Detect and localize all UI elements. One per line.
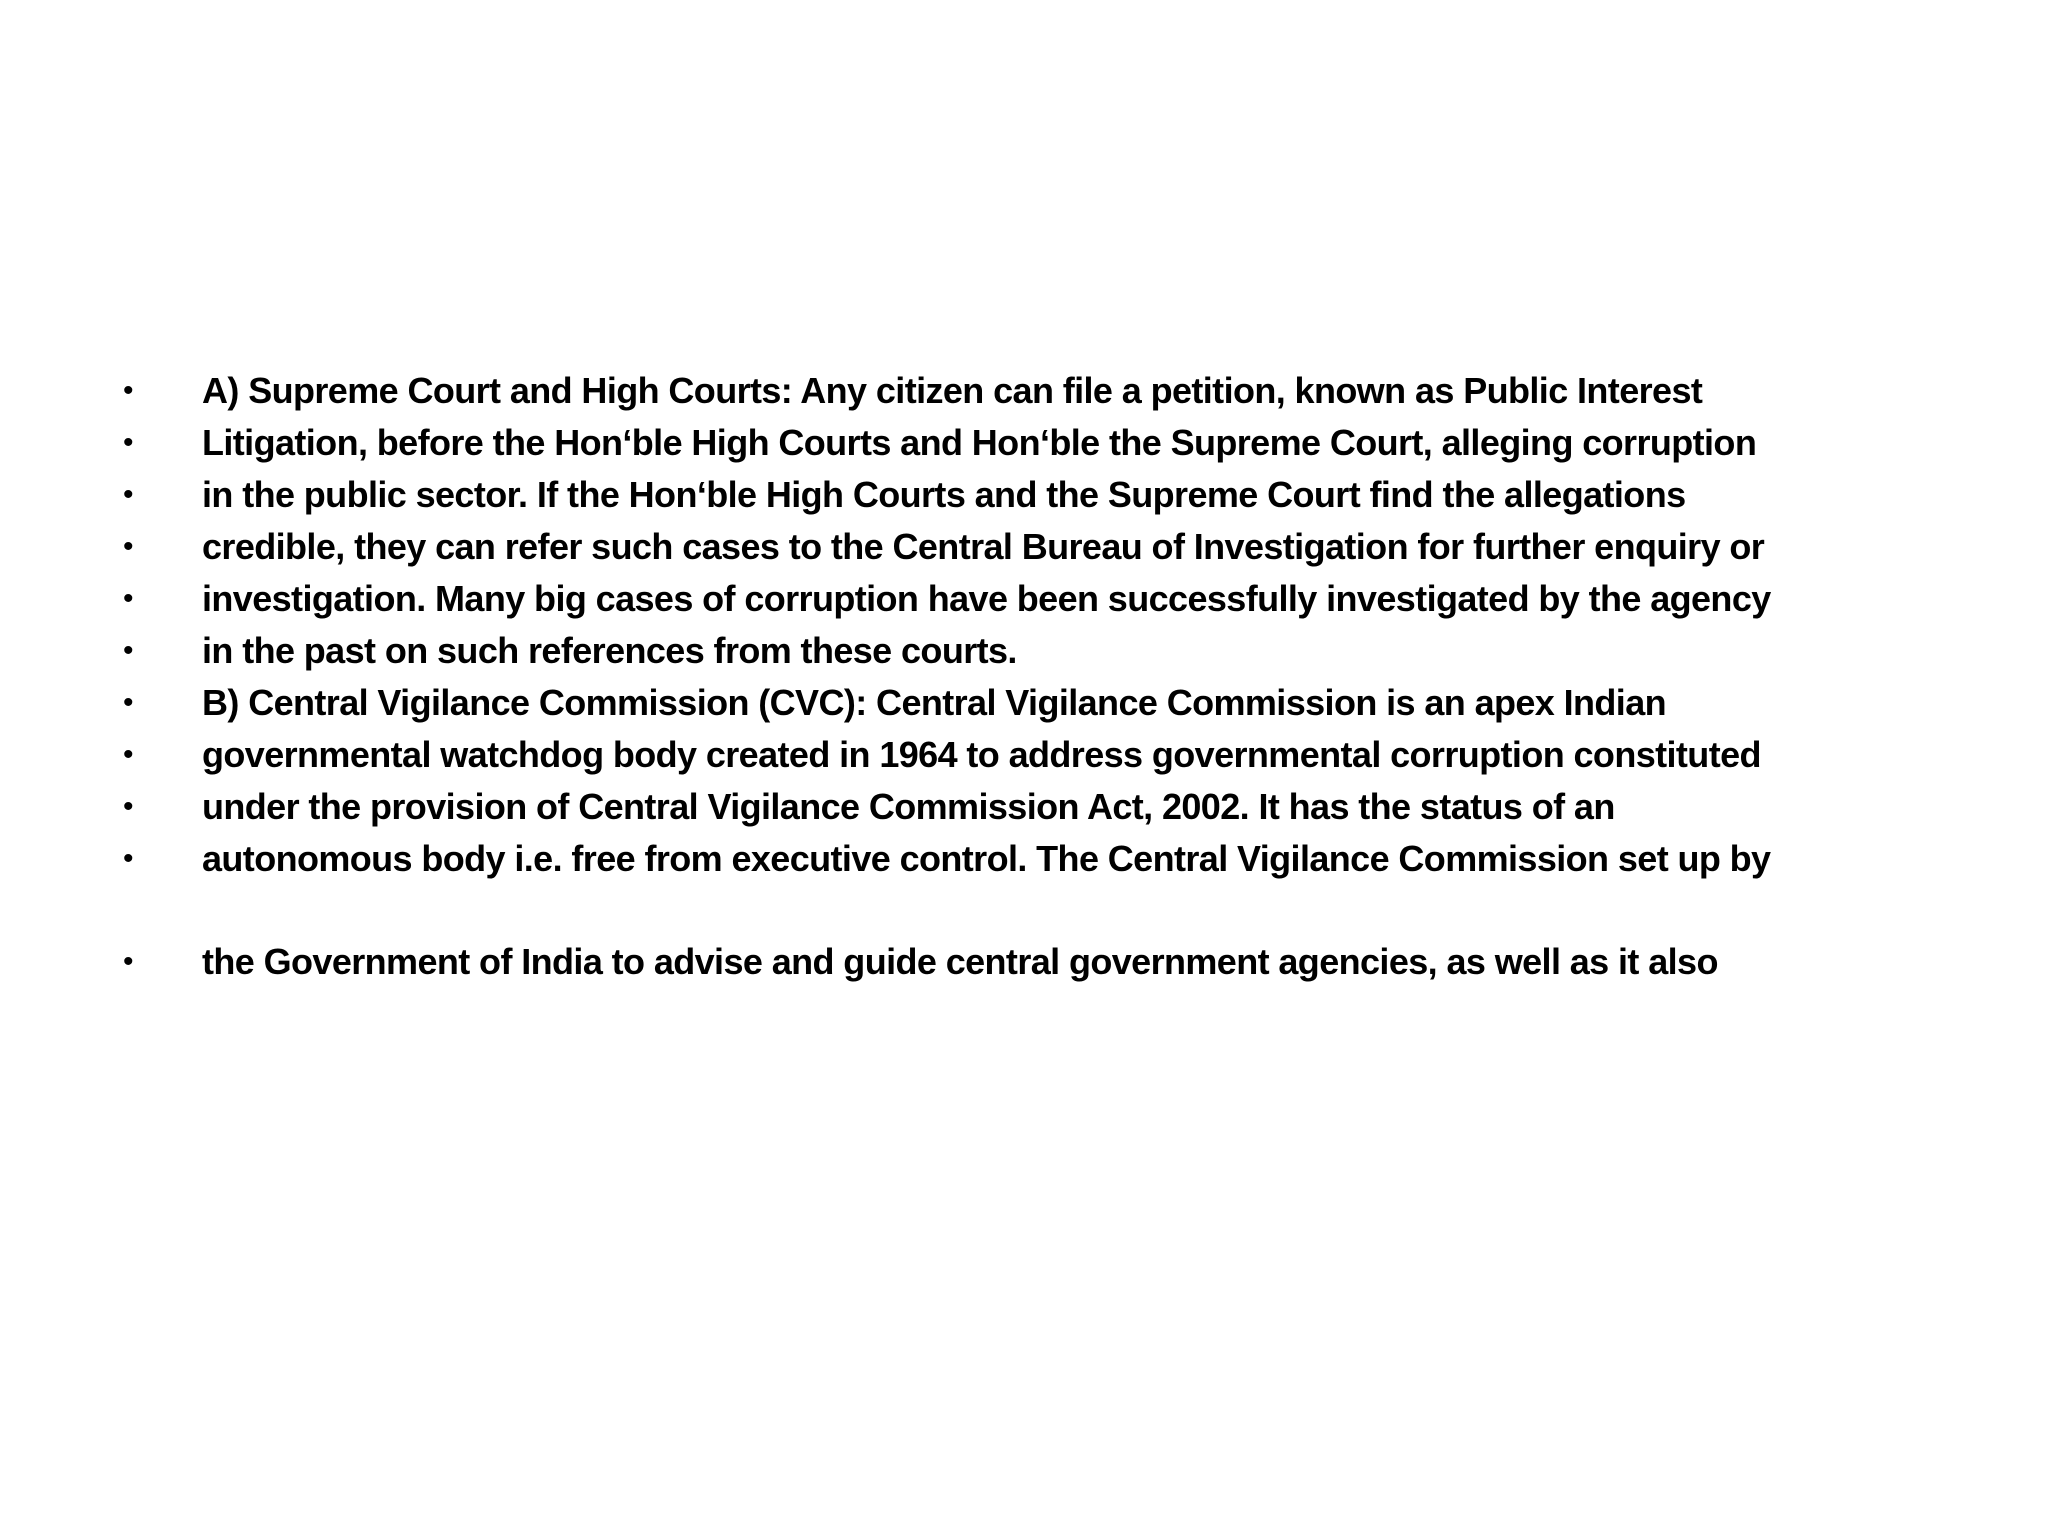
bullet-icon: • bbox=[123, 738, 133, 771]
bullet-text: investigation. Many big cases of corruption have been successfully investigated by the agency bbox=[202, 578, 1771, 619]
bullet-text: B) Central Vigilance Commission (CVC): Central Vigilance Commission is an apex Indian bbox=[202, 682, 1667, 723]
bullet-text: under the provision of Central Vigilance Commission Act, 2002. It has the status of an bbox=[202, 786, 1615, 827]
bullet-line bbox=[120, 625, 2020, 677]
bullet-line bbox=[120, 521, 2020, 573]
bullet-icon: • bbox=[123, 634, 133, 667]
bullet-line bbox=[120, 469, 2020, 521]
bullet-text: in the past on such references from these courts. bbox=[202, 630, 1017, 671]
bullet-text: governmental watchdog body created in 1964 to address governmental corruption constituted bbox=[202, 734, 1761, 775]
bullet-text: the Government of India to advise and guide central government agencies, as well as it also bbox=[202, 941, 1718, 982]
bullet-line bbox=[120, 365, 2020, 417]
bullet-text: autonomous body i.e. free from executive control. The Central Vigilance Commission set up by bbox=[202, 838, 1771, 879]
bullet-icon: • bbox=[123, 842, 133, 875]
bullet-icon: • bbox=[123, 530, 133, 563]
bullet-text: credible, they can refer such cases to the Central Bureau of Investigation for further enquiry or bbox=[202, 526, 1765, 567]
bullet-icon: • bbox=[123, 945, 133, 978]
bullet-line bbox=[120, 417, 2020, 469]
bullet-icon: • bbox=[123, 790, 133, 823]
bullet-icon: • bbox=[123, 374, 133, 407]
bullet-icon: • bbox=[123, 686, 133, 719]
bullet-line bbox=[120, 729, 2020, 781]
bullet-icon: • bbox=[123, 426, 133, 459]
bullet-line bbox=[120, 833, 2020, 885]
bullet-line bbox=[120, 936, 2020, 988]
bullet-line bbox=[120, 573, 2020, 625]
bullet-icon: • bbox=[123, 478, 133, 511]
bullet-list bbox=[120, 365, 2020, 988]
bullet-line bbox=[120, 781, 2020, 833]
bullet-text: Litigation, before the Hon‘ble High Courts and Hon‘ble the Supreme Court, alleging corruption bbox=[202, 422, 1757, 463]
bullet-line bbox=[120, 677, 2020, 729]
bullet-text: in the public sector. If the Hon‘ble High Courts and the Supreme Court find the allegations bbox=[202, 474, 1686, 515]
bullet-text: A) Supreme Court and High Courts: Any citizen can file a petition, known as Public Interest bbox=[202, 370, 1703, 411]
bullet-icon: • bbox=[123, 582, 133, 615]
